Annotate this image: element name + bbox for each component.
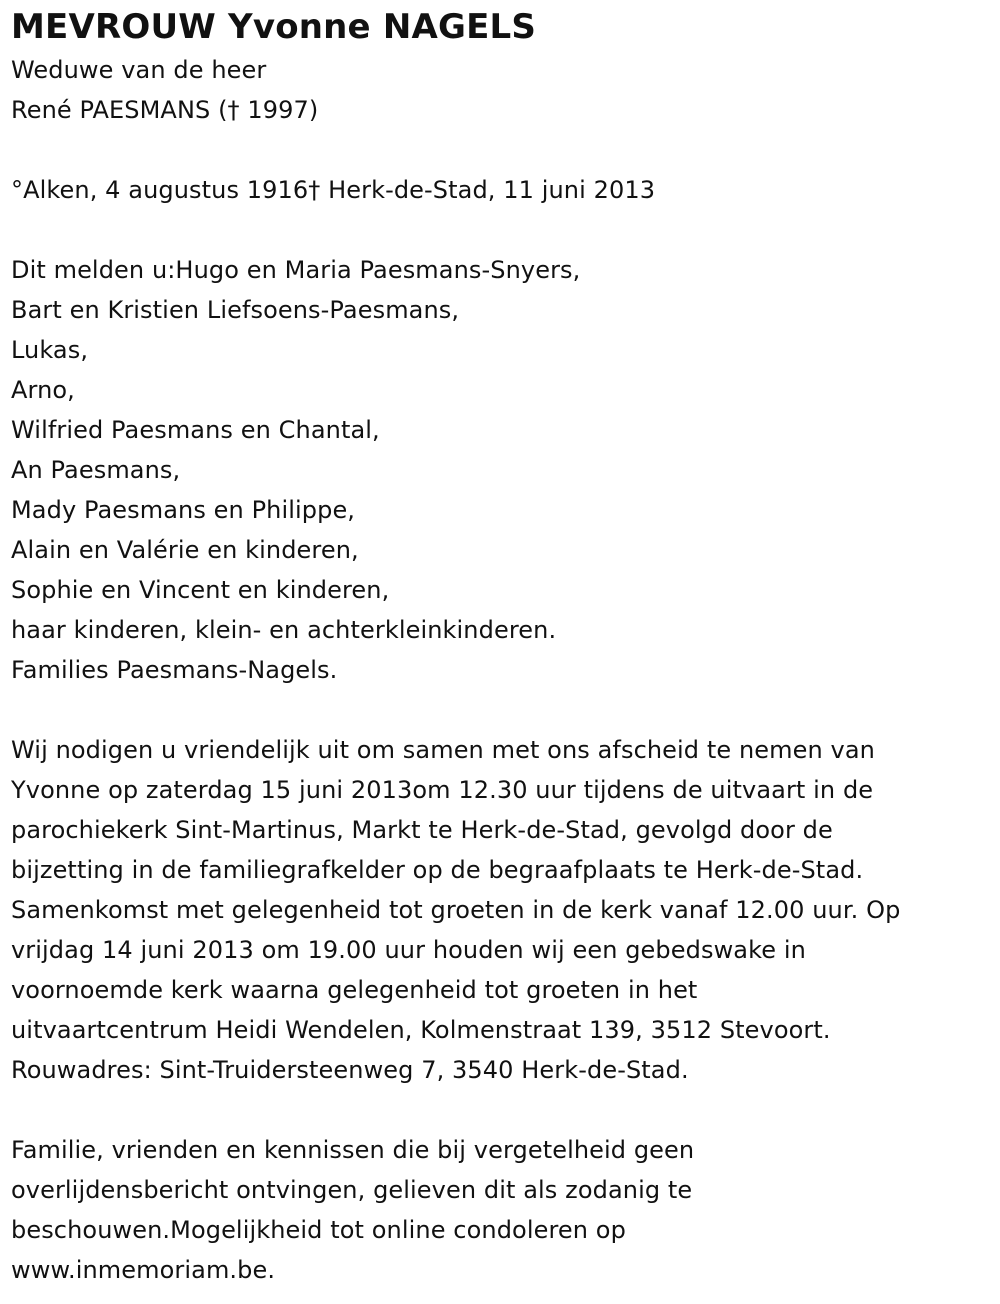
paragraph-gap — [11, 1090, 996, 1130]
closing-line: overlijdensbericht ontvingen, gelieven dit als zodanig te — [11, 1176, 693, 1204]
invitation-line: voornoemde kerk waarna gelegenheid tot groeten in het — [11, 976, 698, 1004]
family-line: Dit melden u:Hugo en Maria Paesmans-Snyers, — [11, 256, 581, 284]
family-line: haar kinderen, klein- en achterkleinkinderen. — [11, 616, 557, 644]
family-line: Sophie en Vincent en kinderen, — [11, 576, 390, 604]
invitation-line: bijzetting in de familiegrafkelder op de begraafplaats te Herk-de-Stad. — [11, 856, 864, 884]
family-line: Families Paesmans-Nagels. — [11, 656, 338, 684]
paragraph-gap — [11, 130, 996, 170]
spouse-line-2: René PAESMANS († 1997) — [11, 96, 319, 124]
invitation-line: vrijdag 14 juni 2013 om 19.00 uur houden wij een gebedswake in — [11, 936, 806, 964]
family-list — [11, 250, 996, 690]
family-line: Alain en Valérie en kinderen, — [11, 536, 359, 564]
paragraph-gap — [11, 210, 996, 250]
closing-line: Familie, vrienden en kennissen die bij vergetelheid geen — [11, 1136, 695, 1164]
condolence-url: www.inmemoriam.be. — [11, 1256, 276, 1284]
invitation-line: Samenkomst met gelegenheid tot groeten in de kerk vanaf 12.00 uur. Op — [11, 896, 901, 924]
family-line: Lukas, — [11, 336, 89, 364]
obituary-notice — [11, 4, 996, 1290]
paragraph-gap — [11, 690, 996, 730]
family-line: Wilfried Paesmans en Chantal, — [11, 416, 380, 444]
closing-line: beschouwen.Mogelijkheid tot online condoleren op — [11, 1216, 626, 1244]
family-line: Arno, — [11, 376, 75, 404]
invitation-line: Yvonne op zaterdag 15 juni 2013om 12.30 uur tijdens de uitvaart in de — [11, 776, 874, 804]
invitation-line: uitvaartcentrum Heidi Wendelen, Kolmenstraat 139, 3512 Stevoort. — [11, 1016, 831, 1044]
closing-paragraph — [11, 1130, 996, 1290]
family-line: Bart en Kristien Liefsoens-Paesmans, — [11, 296, 460, 324]
deceased-name-title: MEVROUW Yvonne NAGELS — [11, 7, 537, 47]
spouse-line-1: Weduwe van de heer — [11, 56, 267, 84]
family-line: Mady Paesmans en Philippe, — [11, 496, 356, 524]
invitation-line: Rouwadres: Sint-Truidersteenweg 7, 3540 Herk-de-Stad. — [11, 1056, 689, 1084]
invitation-line: parochiekerk Sint-Martinus, Markt te Herk-de-Stad, gevolgd door de — [11, 816, 833, 844]
family-line: An Paesmans, — [11, 456, 181, 484]
invitation-line: Wij nodigen u vriendelijk uit om samen met ons afscheid te nemen van — [11, 736, 875, 764]
birth-death-dates: °Alken, 4 augustus 1916† Herk-de-Stad, 11 juni 2013 — [11, 176, 656, 204]
invitation-paragraph — [11, 730, 996, 1090]
